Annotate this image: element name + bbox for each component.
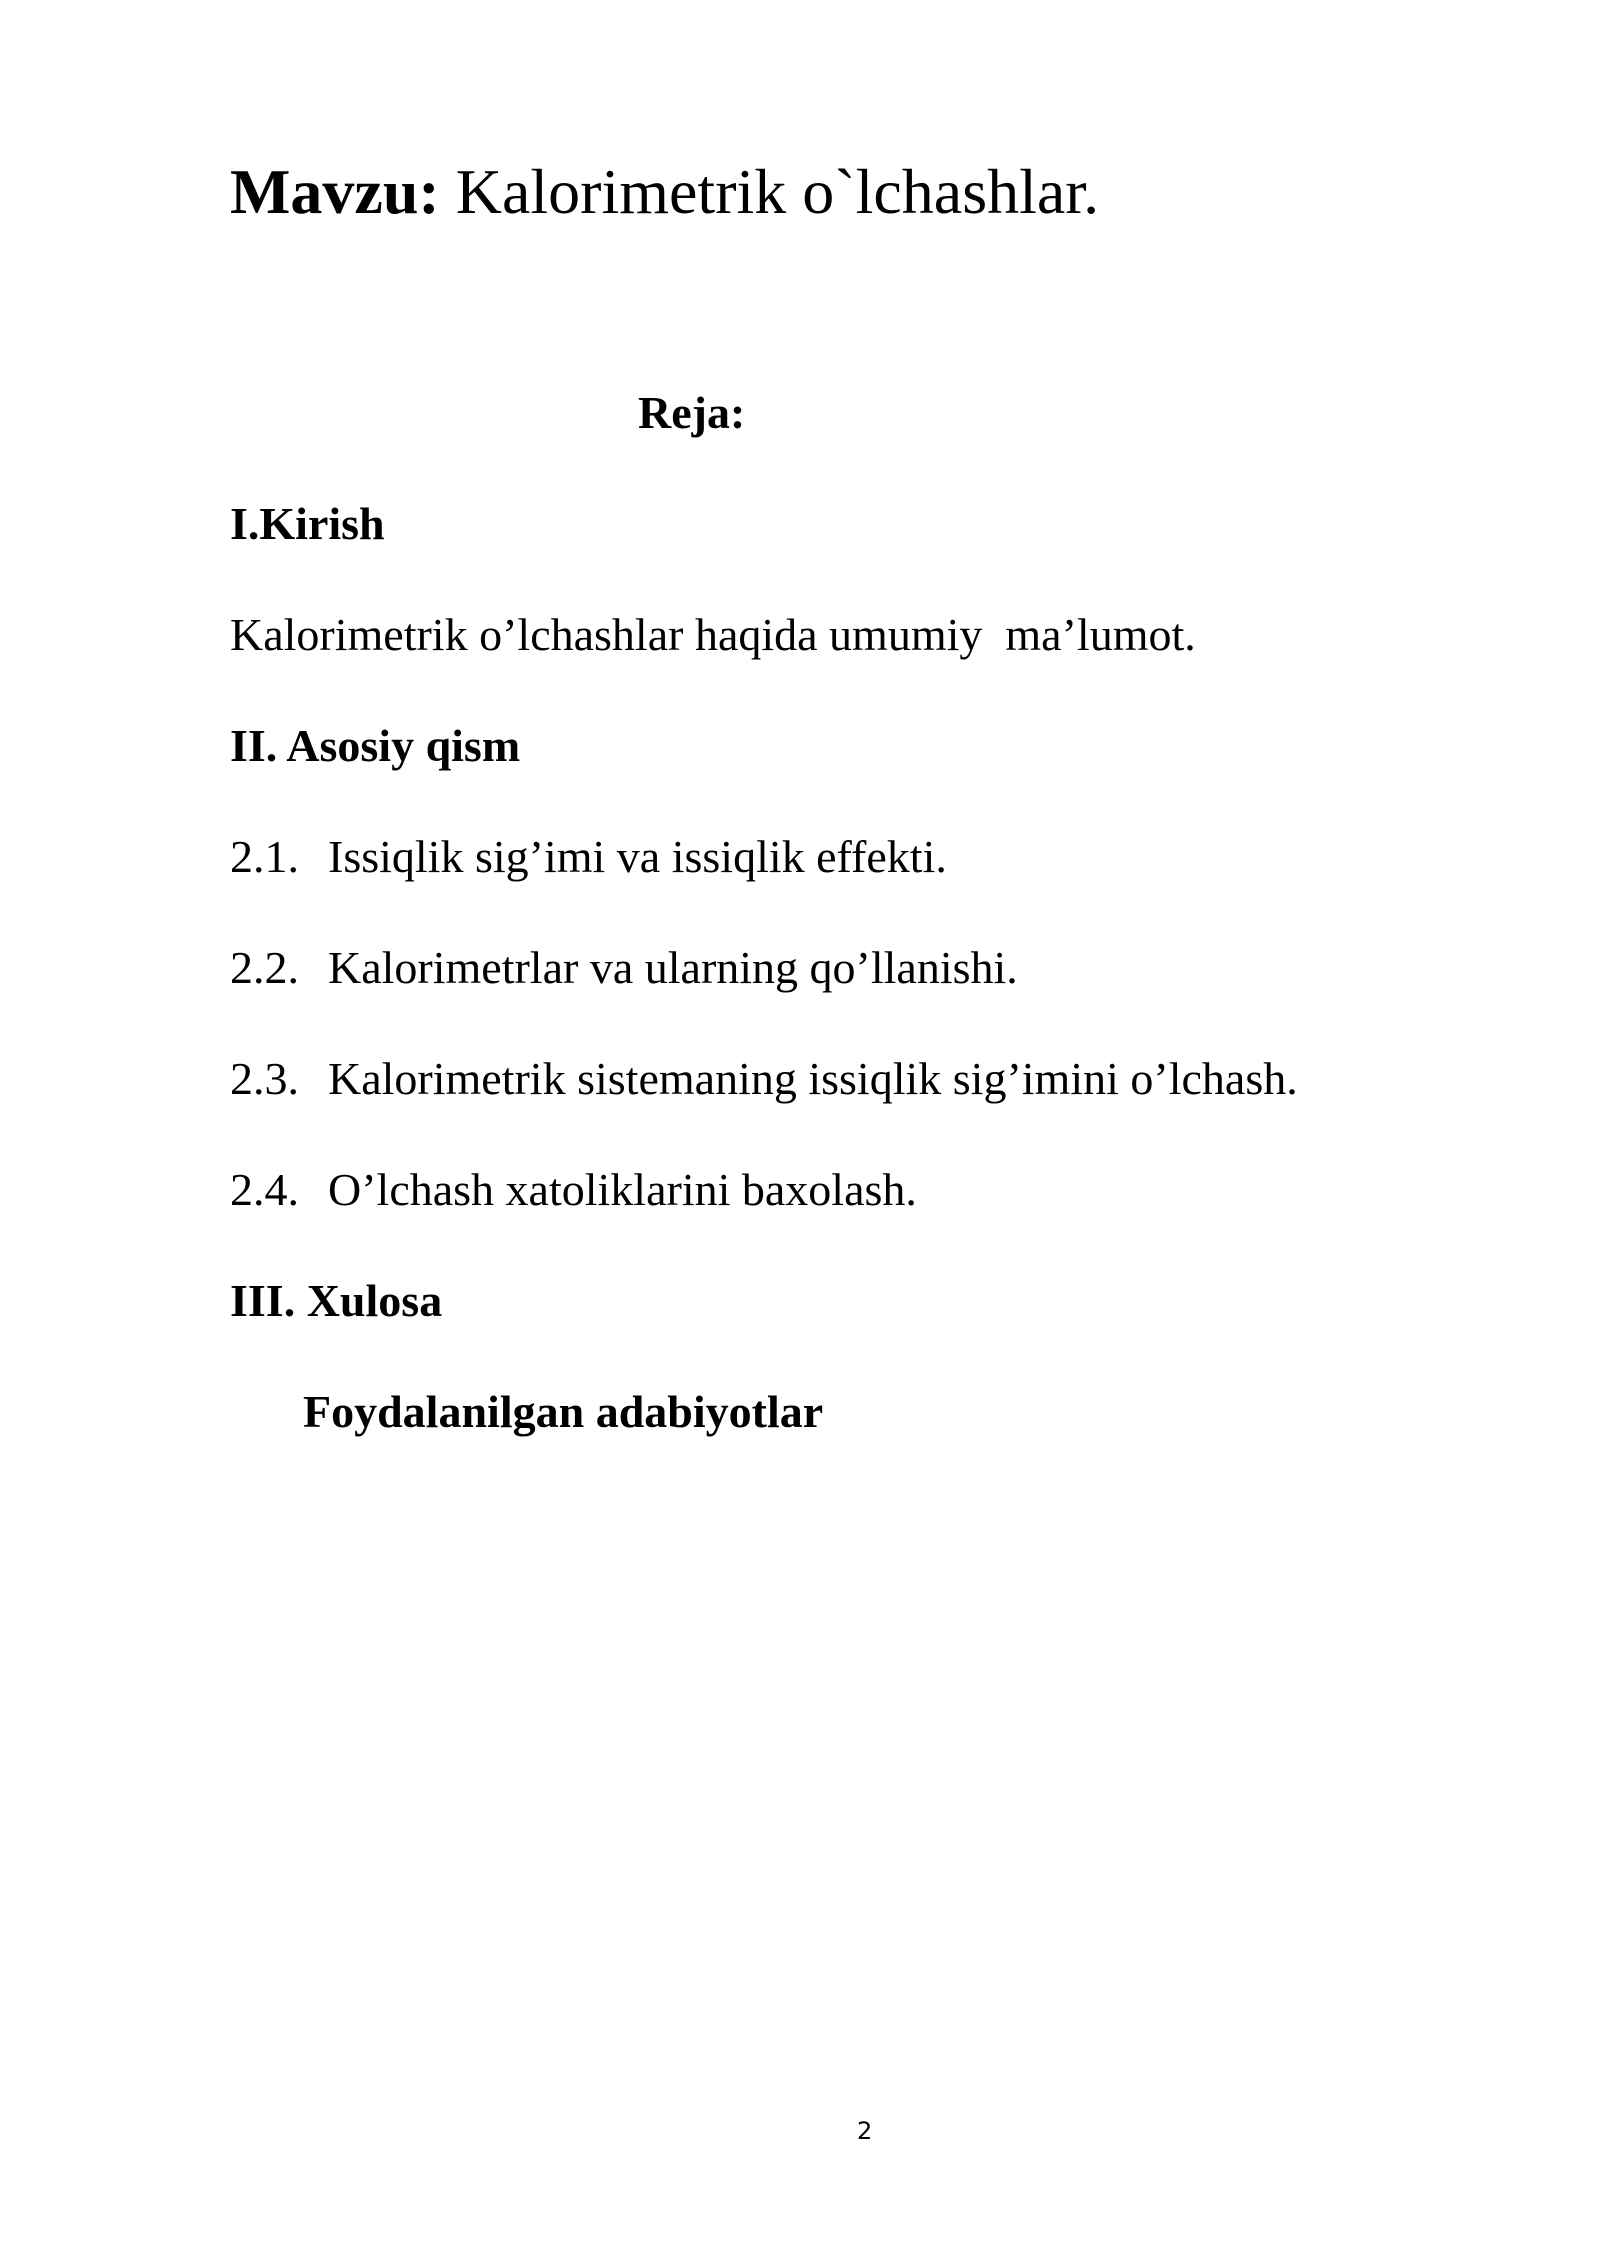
references-heading: Foydalanilgan adabiyotlar (303, 1386, 824, 1437)
list-item (230, 1164, 917, 1215)
title-label: Mavzu: (230, 156, 440, 227)
plan-heading: Reja: (638, 387, 746, 438)
page-title (230, 156, 1100, 227)
list-item-text: O’lchash xatoliklarini baxolash. (328, 1164, 917, 1215)
list-item (230, 1053, 1298, 1104)
page-number: 2 (857, 2117, 873, 2145)
list-item-number: 2.3. (230, 1053, 299, 1104)
section-introduction-text: Kalorimetrik o’lchashlar haqida umumiy ma’lumot. (230, 609, 1196, 660)
list-item (230, 942, 1018, 993)
section-main-heading: II. Asosiy qism (230, 720, 521, 771)
section-introduction-heading: I.Kirish (230, 498, 385, 549)
section-conclusion-heading: III. Xulosa (230, 1275, 443, 1326)
list-item-number: 2.2. (230, 942, 299, 993)
list-item-text: Kalorimetrlar va ularning qo’llanishi. (328, 942, 1018, 993)
list-item-number: 2.4. (230, 1164, 299, 1215)
list-item-number: 2.1. (230, 831, 299, 882)
list-item (230, 831, 947, 882)
list-item-text: Issiqlik sig’imi va issiqlik effekti. (328, 831, 947, 882)
title-topic: Kalorimetrik o`lchashlar. (439, 156, 1100, 227)
list-item-text: Kalorimetrik sistemaning issiqlik sig’imini o’lchash. (328, 1053, 1298, 1104)
